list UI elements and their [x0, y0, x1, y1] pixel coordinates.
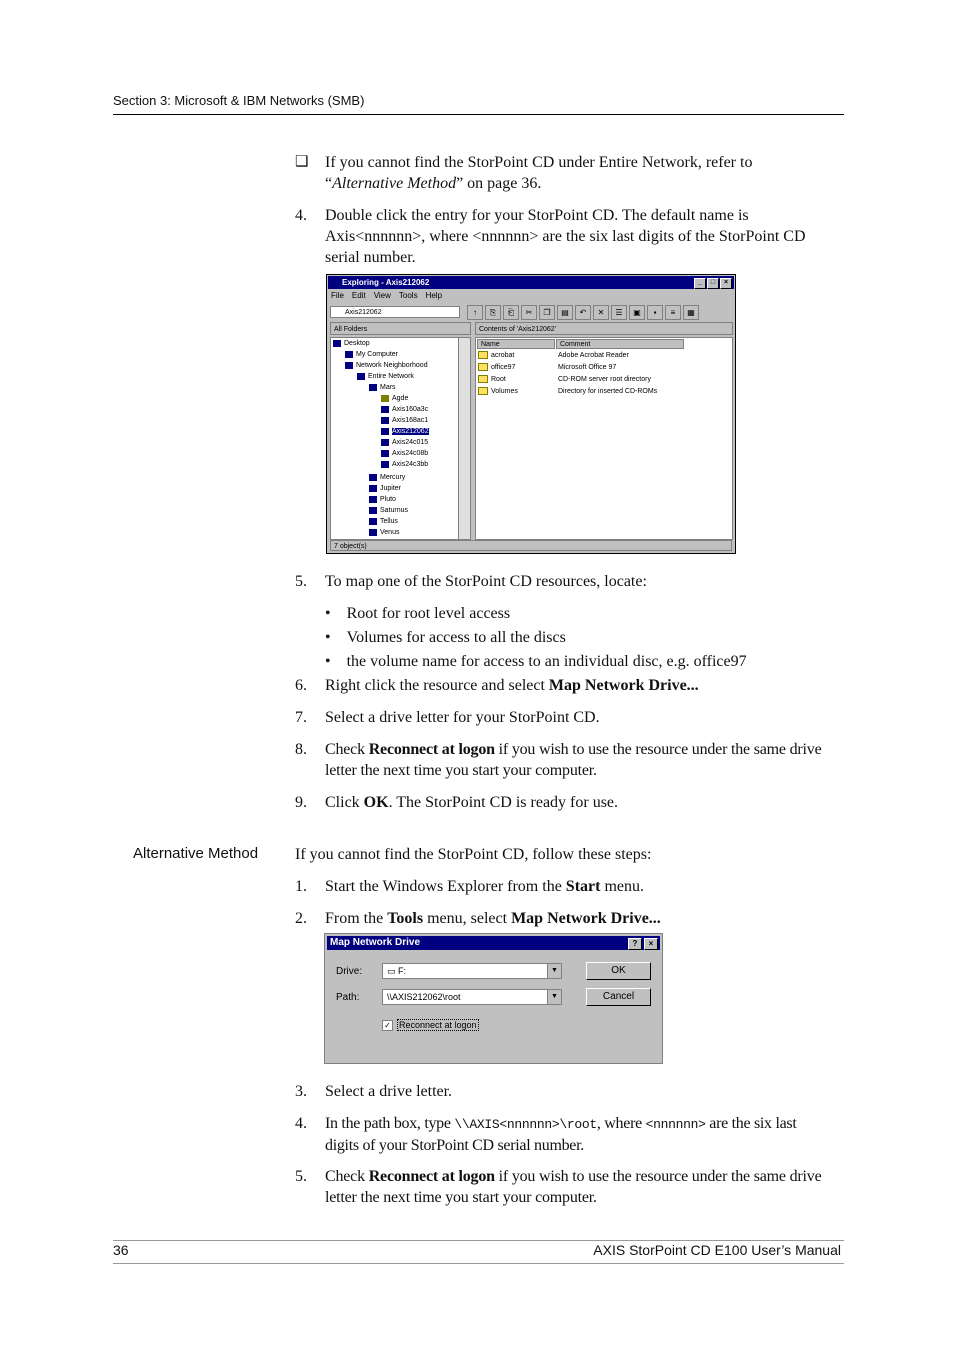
step4-text — [325, 205, 845, 268]
alt-step2-text — [325, 908, 845, 929]
running-header: Section 3: Microsoft & IBM Networks (SMB) — [113, 93, 365, 108]
step4-line1: Double click the entry for your StorPoint CD. The default name is — [325, 207, 749, 224]
menu-help[interactable]: Help — [425, 291, 443, 300]
menu-tools[interactable]: Tools — [398, 291, 418, 300]
step5-number: 5. — [295, 573, 307, 590]
globe-icon — [357, 373, 365, 380]
folder-icon — [381, 395, 389, 402]
tree-label: Entire Network — [368, 373, 414, 380]
tree-label: Agde — [392, 395, 409, 402]
list-item[interactable] — [478, 351, 514, 361]
item-name: Volumes — [491, 388, 518, 395]
item-name: acrobat — [491, 352, 515, 359]
step7-number: 7. — [295, 709, 307, 726]
contents-list — [475, 337, 733, 540]
list-view-icon[interactable]: ≡ — [665, 305, 681, 320]
close-icon[interactable]: × — [720, 278, 732, 289]
column-name[interactable]: Name — [477, 339, 555, 349]
map-drive-dialog — [324, 933, 663, 1064]
delete-icon[interactable]: ✕ — [593, 305, 609, 320]
small-icons-icon[interactable]: ▪ — [647, 305, 663, 320]
tree-scrollbar[interactable] — [458, 338, 470, 539]
map-drive-icon[interactable]: ⎘ — [485, 305, 501, 320]
tree-item[interactable] — [381, 460, 428, 470]
address-combo[interactable] — [330, 306, 460, 318]
drive-value: F: — [398, 966, 407, 976]
drive-icon: ▭ — [387, 966, 399, 976]
alt-step3-text: Select a drive letter. — [325, 1083, 453, 1100]
tree-label: My Computer — [356, 351, 399, 358]
alt-step4-number: 4. — [295, 1115, 307, 1132]
cancel-button[interactable]: Cancel — [586, 988, 651, 1006]
workgroup-icon — [369, 507, 377, 514]
disconnect-drive-icon[interactable]: ⎗ — [503, 305, 519, 320]
network-icon — [345, 362, 353, 369]
computer-icon — [381, 417, 389, 424]
alt-method-heading: Alternative Method — [133, 845, 259, 862]
tree-item[interactable] — [369, 484, 401, 494]
dialog-titlebar — [327, 936, 660, 950]
step6-pre: Right click the resource and select — [325, 677, 549, 694]
explorer-menubar — [331, 291, 442, 300]
workgroup-icon — [369, 384, 377, 391]
explorer-window — [326, 274, 736, 554]
menu-file[interactable]: File — [331, 291, 344, 300]
step9-bold: OK — [363, 794, 389, 811]
tree-item[interactable] — [369, 383, 396, 393]
up-folder-icon[interactable]: ↑ — [467, 305, 483, 320]
path-value: \\AXIS212062\root — [387, 992, 461, 1002]
status-bar: 7 object(s) — [330, 540, 732, 551]
tree-item[interactable] — [369, 528, 399, 538]
explorer-titlebar — [328, 276, 734, 289]
step6-text — [325, 675, 845, 696]
tree-item[interactable] — [381, 416, 428, 426]
path-label: Path: — [336, 992, 360, 1003]
alt-intro: If you cannot find the StorPoint CD, follow these steps: — [295, 846, 652, 863]
computer-icon — [381, 461, 389, 468]
step8-line2: letter the next time you start your computer. — [325, 762, 597, 779]
alt-step5-number: 5. — [295, 1168, 307, 1185]
alt2-bold1: Tools — [387, 910, 424, 927]
tree-label: Axis168ac1 — [392, 417, 429, 424]
close-icon[interactable]: × — [644, 938, 658, 950]
alt-step2-number: 2. — [295, 910, 307, 927]
help-icon[interactable]: ? — [628, 938, 642, 950]
tree-item[interactable] — [381, 405, 428, 415]
alt2-mid: menu, select — [423, 910, 512, 927]
tree-item[interactable] — [345, 361, 428, 371]
alt-step4-text — [325, 1113, 845, 1156]
note-alt-method — [325, 152, 845, 194]
tree-item[interactable] — [369, 495, 396, 505]
bullet-text: Root for root level access — [346, 605, 511, 622]
bullet-volume-name: • the volume name for access to an individual disc, e.g. office97 — [325, 653, 747, 670]
alt5-post: if you wish to use the resource under the same drive — [494, 1168, 822, 1185]
list-item[interactable] — [478, 363, 515, 373]
step4-number: 4. — [295, 207, 307, 224]
dialog-title: Map Network Drive — [330, 937, 421, 948]
step4-line2: Axis<nnnnnn>, where <nnnnnn> are the six last digits of the StorPoint CD — [325, 228, 806, 245]
item-comment: Adobe Acrobat Reader — [558, 352, 629, 359]
footer-rule-bottom — [113, 1263, 844, 1264]
page-number: 36 — [113, 1242, 129, 1258]
step9-number: 9. — [295, 794, 307, 811]
alt-step1-number: 1. — [295, 878, 307, 895]
list-item[interactable] — [478, 387, 518, 397]
step7-text: Select a drive letter for your StorPoint CD. — [325, 709, 600, 726]
tree-item[interactable] — [369, 517, 398, 527]
step8-post: if you wish to use the resource under the same drive — [494, 741, 822, 758]
tree-item[interactable] — [381, 438, 428, 448]
tree-item[interactable] — [345, 350, 398, 360]
item-comment: CD-ROM server root directory — [558, 376, 651, 383]
all-folders-header: All Folders — [330, 322, 471, 335]
step8-number: 8. — [295, 741, 307, 758]
computer-icon — [381, 439, 389, 446]
undo-icon[interactable]: ↶ — [575, 305, 591, 320]
note-line1: If you cannot find the StorPoint CD under Entire Network, refer to — [325, 154, 753, 171]
tree-label: Mercury — [380, 474, 406, 481]
alt1-bold: Start — [565, 878, 601, 895]
large-icons-icon[interactable]: ▣ — [629, 305, 645, 320]
alt5-pre: Check — [325, 1168, 369, 1185]
step8-bold: Reconnect at logon — [368, 741, 495, 758]
alt4-post: are the six last — [705, 1115, 797, 1132]
tree-label: Mars — [380, 384, 396, 391]
step6-number: 6. — [295, 677, 307, 694]
workgroup-icon — [369, 485, 377, 492]
path-input[interactable] — [382, 989, 562, 1005]
tree-item[interactable] — [381, 394, 408, 404]
alt5-bold: Reconnect at logon — [368, 1168, 495, 1185]
tree-label: Tellus — [380, 518, 398, 525]
item-comment: Directory for inserted CD-ROMs — [558, 388, 658, 395]
step8-text — [325, 739, 845, 781]
explorer-toolbar — [467, 305, 699, 320]
checkbox-bullet: ❑ — [295, 154, 309, 170]
alt4-mid: , where — [596, 1115, 646, 1132]
column-comment[interactable]: Comment — [556, 339, 684, 349]
alt-step3-number: 3. — [295, 1083, 307, 1100]
tree-item-selected[interactable] — [381, 427, 429, 437]
minimize-icon[interactable]: _ — [694, 278, 706, 289]
alt5-line2: letter the next time you start your computer. — [325, 1189, 597, 1206]
tree-label: Axis24c3bb — [392, 461, 429, 468]
tree-label: Pluto — [380, 496, 396, 503]
bullet-text: Volumes for access to all the discs — [346, 629, 566, 646]
reconnect-label[interactable]: Reconnect at logon — [399, 1020, 477, 1030]
desktop-icon — [333, 340, 341, 347]
maximize-icon[interactable]: □ — [707, 278, 719, 289]
serial-code: <nnnnnn> — [645, 1117, 706, 1132]
computer-icon — [381, 428, 389, 435]
tree-item[interactable] — [369, 506, 408, 516]
step5-text: To map one of the StorPoint CD resources, locate: — [325, 573, 647, 590]
drive-label: Drive: — [336, 966, 363, 977]
step6-bold: Map Network Drive... — [548, 677, 699, 694]
tree-label: Venus — [380, 529, 400, 536]
workgroup-icon — [369, 474, 377, 481]
item-name: office97 — [491, 364, 516, 371]
quote-open: “ — [325, 175, 333, 192]
tree-label: Axis24c08b — [392, 450, 429, 457]
alt4-line2: digits of your StorPoint CD serial number. — [325, 1137, 584, 1154]
chevron-down-icon[interactable]: ▼ — [547, 964, 561, 978]
computer-icon — [345, 351, 353, 358]
tree-item[interactable] — [369, 473, 405, 483]
reconnect-checkbox[interactable]: ✓ — [382, 1020, 393, 1031]
computer-icon — [381, 406, 389, 413]
item-comment: Microsoft Office 97 — [558, 364, 617, 371]
step9-text — [325, 792, 845, 813]
menu-edit[interactable]: Edit — [351, 291, 366, 300]
tree-item[interactable] — [357, 372, 414, 382]
tree-label: Network Neighborhood — [356, 362, 428, 369]
details-view-icon[interactable]: ▦ — [683, 305, 699, 320]
tree-label: Axis24c015 — [392, 439, 429, 446]
alt4-pre: In the path box, type — [325, 1115, 455, 1132]
copy-icon[interactable]: ❐ — [539, 305, 555, 320]
bullet-root: • Root for root level access — [325, 605, 511, 622]
tree-label: Axis212062 — [392, 428, 429, 435]
folder-icon — [478, 387, 488, 395]
list-item[interactable] — [478, 375, 506, 385]
item-name: Root — [491, 376, 506, 383]
reconnect-option — [382, 1019, 479, 1031]
folder-icon — [478, 375, 488, 383]
alt1-post: menu. — [600, 878, 644, 895]
tree-label: Jupiter — [380, 485, 402, 492]
ok-button[interactable]: OK — [586, 962, 651, 980]
alt-method-link[interactable]: Alternative Method — [332, 175, 457, 192]
tree-label: Desktop — [344, 340, 370, 347]
step9-post: . The StorPoint CD is ready for use. — [388, 794, 619, 811]
tree-item[interactable] — [381, 449, 428, 459]
manual-title: AXIS StorPoint CD E100 User’s Manual — [593, 1242, 841, 1258]
workgroup-icon — [369, 529, 377, 536]
step8-pre: Check — [325, 741, 369, 758]
alt-step1-text — [325, 876, 845, 897]
step4-line3: serial number. — [325, 249, 416, 266]
folder-icon — [478, 351, 488, 359]
tree-item[interactable] — [333, 339, 370, 349]
cut-icon[interactable]: ✂ — [521, 305, 537, 320]
explorer-title: Exploring - Axis212062 — [342, 278, 430, 287]
footer-rule-top — [113, 1240, 844, 1241]
step9-pre: Click — [325, 794, 364, 811]
folder-icon — [478, 363, 488, 371]
alt2-bold2: Map Network Drive... — [511, 910, 661, 927]
alt2-pre: From the — [325, 910, 388, 927]
workgroup-icon — [369, 518, 377, 525]
bullet-volumes: • Volumes for access to all the discs — [325, 629, 566, 646]
chevron-down-icon[interactable]: ▼ — [547, 990, 561, 1004]
bullet-text: the volume name for access to an individual disc, e.g. office97 — [346, 653, 747, 670]
alt-step5-text — [325, 1166, 845, 1208]
drive-select[interactable] — [382, 963, 562, 979]
address-value: Axis212062 — [345, 309, 382, 316]
menu-view[interactable]: View — [373, 291, 391, 300]
header-rule — [113, 114, 844, 115]
workgroup-icon — [369, 496, 377, 503]
path-code: \\AXIS<nnnnnn>\root — [454, 1117, 597, 1132]
note-page-ref: ” on page 36. — [456, 175, 542, 192]
contents-header: Contents of 'Axis212062' — [475, 322, 733, 335]
paste-icon[interactable]: ▤ — [557, 305, 573, 320]
computer-icon — [381, 450, 389, 457]
tree-label: Axis160a3c — [392, 406, 429, 413]
alt1-pre: Start the Windows Explorer from the — [325, 878, 566, 895]
properties-icon[interactable]: ☰ — [611, 305, 627, 320]
folder-tree — [330, 337, 471, 540]
tree-label: Saturnus — [380, 507, 409, 514]
